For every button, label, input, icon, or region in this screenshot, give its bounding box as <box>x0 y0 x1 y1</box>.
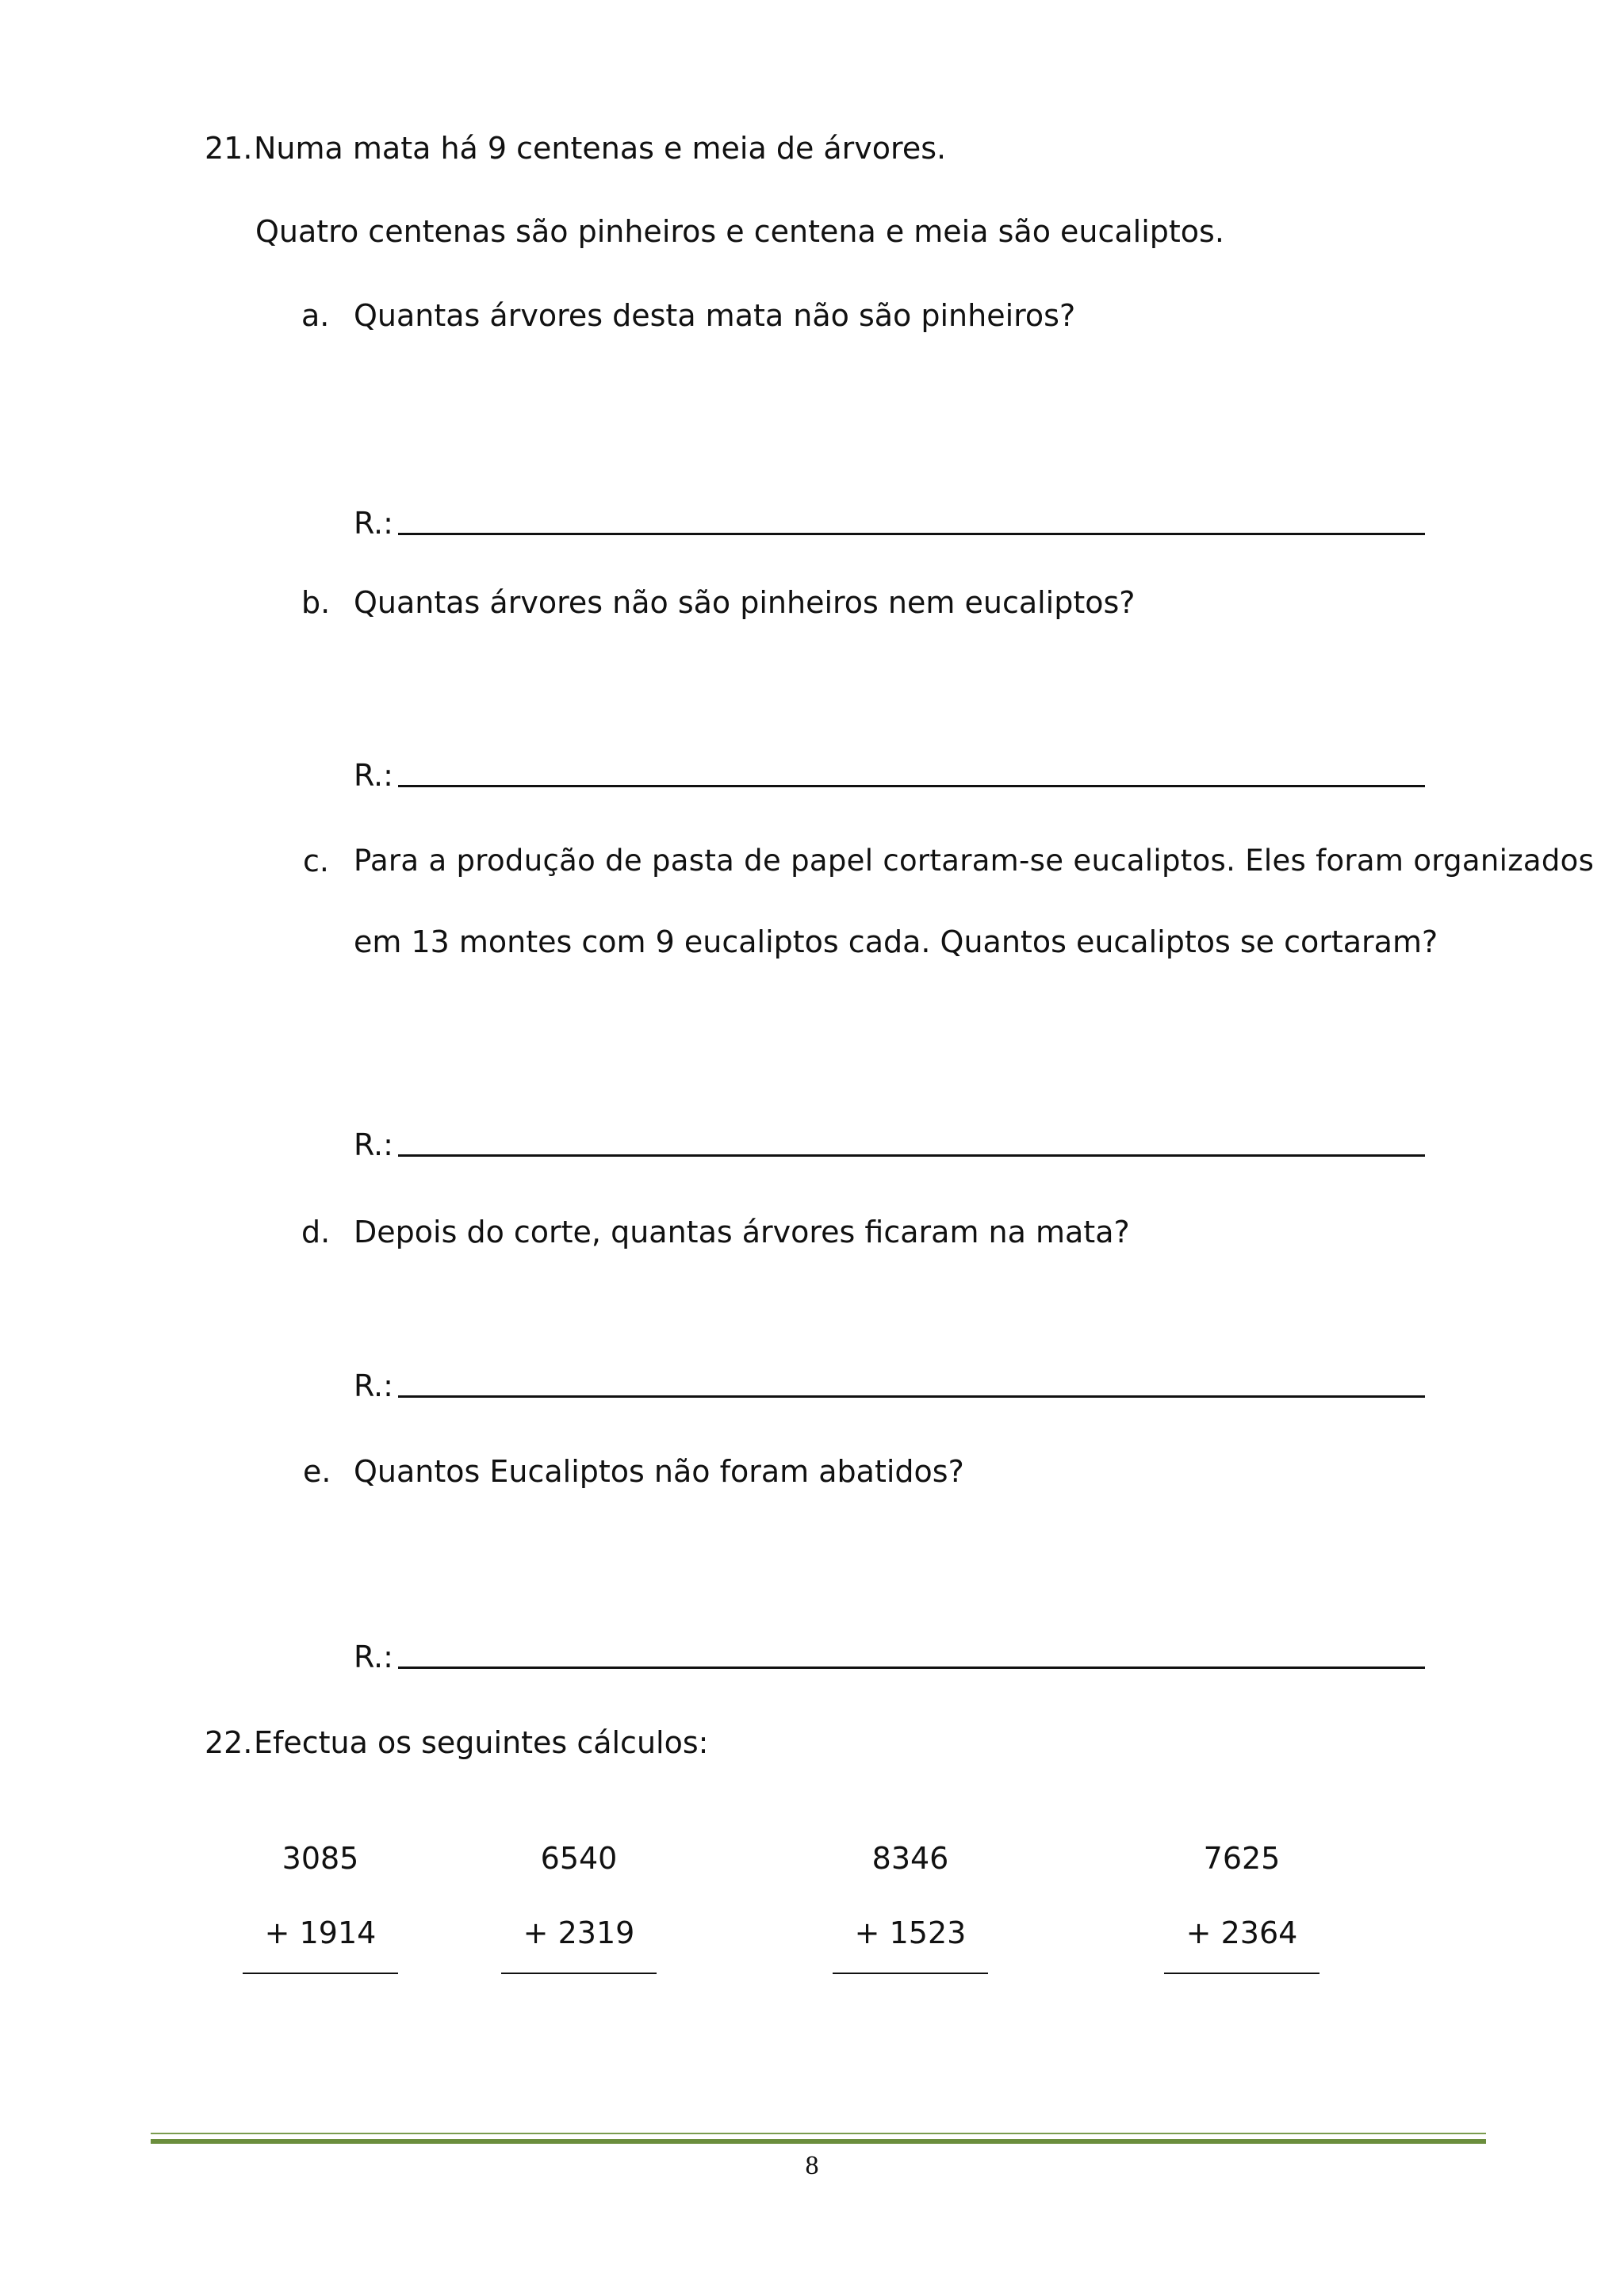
item-a-answer-label: R.: <box>354 506 393 541</box>
calculation-addend: + 2319 <box>523 1915 635 1950</box>
item-c-letter: c. <box>303 844 329 878</box>
item-a-letter: a. <box>301 298 330 333</box>
item-c-answer-label: R.: <box>354 1127 393 1162</box>
calculation-2 <box>501 1839 657 1974</box>
question-22-number: 22. <box>205 1725 253 1760</box>
calculation-result-line[interactable] <box>833 1973 988 1974</box>
item-d-answer-label: R.: <box>354 1368 393 1403</box>
calculation-top-number: 8346 <box>871 1841 949 1876</box>
calculation-addend: + 1914 <box>264 1915 377 1950</box>
page-number: 8 <box>805 2151 819 2180</box>
question-21-number: 21. <box>205 131 253 166</box>
item-d-letter: d. <box>301 1215 331 1249</box>
question-21-intro: Quatro centenas são pinheiros e centena e meia são eucaliptos. <box>255 214 1224 249</box>
item-b-letter: b. <box>301 585 331 620</box>
question-22-text: Efectua os seguintes cálculos: <box>254 1725 709 1760</box>
calculation-top-number: 7625 <box>1203 1841 1281 1876</box>
calculation-4 <box>1164 1839 1320 1974</box>
calculation-1 <box>243 1839 398 1974</box>
item-b-answer-label: R.: <box>354 758 393 793</box>
item-b-answer-line[interactable] <box>398 785 1425 787</box>
item-a-question: Quantas árvores desta mata não são pinheiros? <box>354 298 1076 333</box>
calculation-addend: + 2364 <box>1185 1915 1298 1950</box>
item-d-question: Depois do corte, quantas árvores ficaram na mata? <box>354 1215 1130 1249</box>
item-e-question: Quantos Eucaliptos não foram abatidos? <box>354 1454 964 1489</box>
item-e-answer-label: R.: <box>354 1640 393 1674</box>
item-e-letter: e. <box>303 1454 331 1489</box>
calculation-addend: + 1523 <box>854 1915 967 1950</box>
item-e-answer-line[interactable] <box>398 1667 1425 1669</box>
item-c-answer-line[interactable] <box>398 1154 1425 1157</box>
item-a-answer-line[interactable] <box>398 533 1425 535</box>
item-b-question: Quantas árvores não são pinheiros nem eucaliptos? <box>354 585 1136 620</box>
item-c-question-line-2: em 13 montes com 9 eucaliptos cada. Quantos eucaliptos se cortaram? <box>354 924 1438 959</box>
item-d-answer-line[interactable] <box>398 1395 1425 1398</box>
calculation-result-line[interactable] <box>501 1973 657 1974</box>
calculation-top-number: 3085 <box>282 1841 359 1876</box>
calculation-top-number: 6540 <box>540 1841 618 1876</box>
footer-rule-thick <box>151 2139 1486 2144</box>
item-c-question-line-1: Para a produção de pasta de papel cortaram-se eucaliptos. Eles foram organizados <box>354 844 1595 878</box>
calculation-result-line[interactable] <box>1164 1973 1320 1974</box>
calculation-result-line[interactable] <box>243 1973 398 1974</box>
question-21-text: Numa mata há 9 centenas e meia de árvores. <box>254 131 947 166</box>
calculation-3 <box>833 1839 988 1974</box>
footer-rule-thin <box>151 2133 1486 2134</box>
